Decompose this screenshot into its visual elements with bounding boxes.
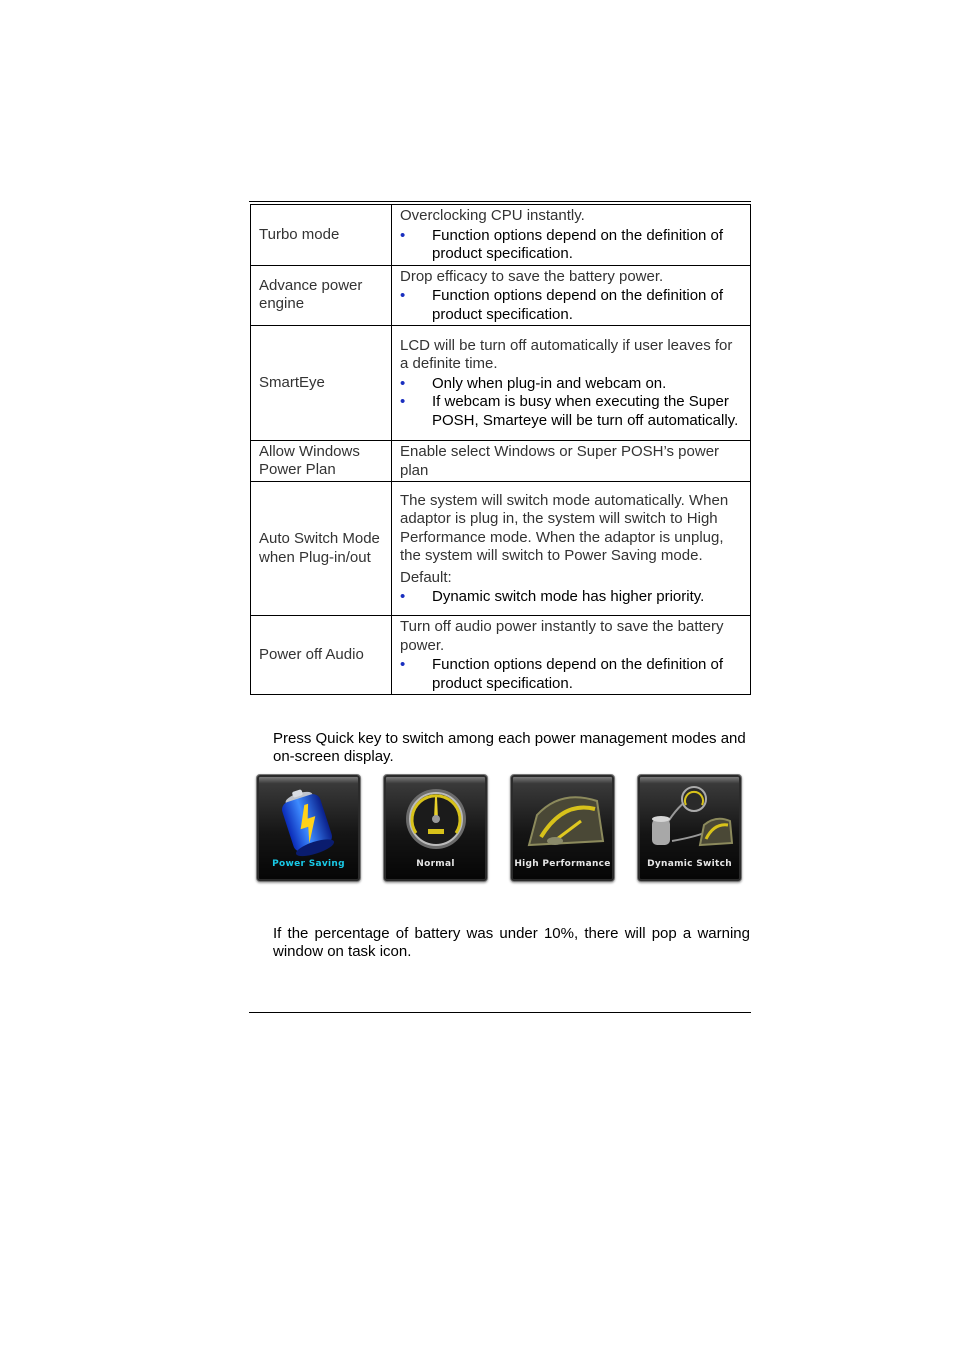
table-row [251, 205, 751, 266]
feature-description-cell [392, 482, 751, 616]
table-row [251, 441, 751, 482]
feature-description-cell [392, 326, 751, 441]
feature-description-cell [392, 205, 751, 266]
feature-description-cell [392, 441, 751, 482]
table-row [251, 326, 751, 441]
bullet-item: • Function options depend on the definition of product specification. [400, 656, 742, 693]
feature-name-cell: Auto Switch Mode when Plug-in/out [251, 482, 392, 616]
bullet-item: • Function options depend on the definition of product specification. [400, 287, 742, 324]
feature-name-cell: Allow Windows Power Plan [251, 441, 392, 482]
description-text: LCD will be turn off automatically if user leaves for a definite time. [400, 336, 733, 373]
battery-icon [257, 775, 360, 865]
feature-description-cell [392, 265, 751, 326]
feature-name-cell: Turbo mode [251, 205, 392, 266]
bullet-list [400, 656, 742, 693]
feature-name-cell: SmartEye [251, 326, 392, 441]
bullet-list [400, 227, 742, 264]
bullet-list [400, 287, 742, 324]
gauge-icon [384, 775, 487, 865]
description-text: The system will switch mode automatically. When adaptor is plug in, the system will switch to High Performance mode. When the adaptor is unplug, the system will switch to Power Saving mode. [400, 491, 729, 564]
power-features-table [250, 204, 751, 695]
default-label: Default: [400, 568, 452, 586]
description-text: Turn off audio power instantly to save the battery power. [400, 618, 724, 654]
mode-label: Normal [416, 859, 455, 869]
description-text: Drop efficacy to save the battery power. [400, 267, 664, 285]
top-rule [249, 201, 751, 202]
dynamic-switch-icon [638, 775, 741, 865]
table-row [251, 265, 751, 326]
table-row [251, 616, 751, 695]
table-row [251, 482, 751, 616]
power-mode-icons [256, 774, 742, 882]
feature-name-cell: Power off Audio [251, 616, 392, 695]
battery-warning-paragraph: If the percentage of battery was under 10%, there will pop a warning window on task icon. [273, 925, 750, 960]
mode-power-saving [256, 774, 361, 882]
bullet-item: • Function options depend on the definition of product specification. [400, 227, 742, 264]
description-text: Overclocking CPU instantly. [400, 207, 585, 224]
mode-high-performance [510, 774, 615, 882]
mode-label: High Performance [514, 859, 611, 869]
feature-description-cell [392, 616, 751, 695]
mode-label: Power Saving [272, 859, 345, 869]
bottom-rule [249, 1012, 751, 1013]
bullet-item: • Dynamic switch mode has higher priority. [400, 588, 742, 607]
mode-normal [383, 774, 488, 882]
mode-dynamic-switch [637, 774, 742, 882]
bullet-item: • If webcam is busy when executing the Super POSH, Smarteye will be turn off automatically. [400, 393, 742, 430]
bullet-item: • Only when plug-in and webcam on. [400, 375, 742, 394]
feature-name-cell: Advance power engine [251, 265, 392, 326]
description-text: Enable select Windows or Super POSH’s power plan [400, 443, 720, 479]
bullet-list [400, 375, 742, 431]
mode-label: Dynamic Switch [647, 859, 732, 869]
quick-key-paragraph: Press Quick key to switch among each power management modes and on-screen display. [273, 730, 746, 765]
speedometer-icon [511, 775, 614, 865]
bullet-list [400, 588, 742, 607]
